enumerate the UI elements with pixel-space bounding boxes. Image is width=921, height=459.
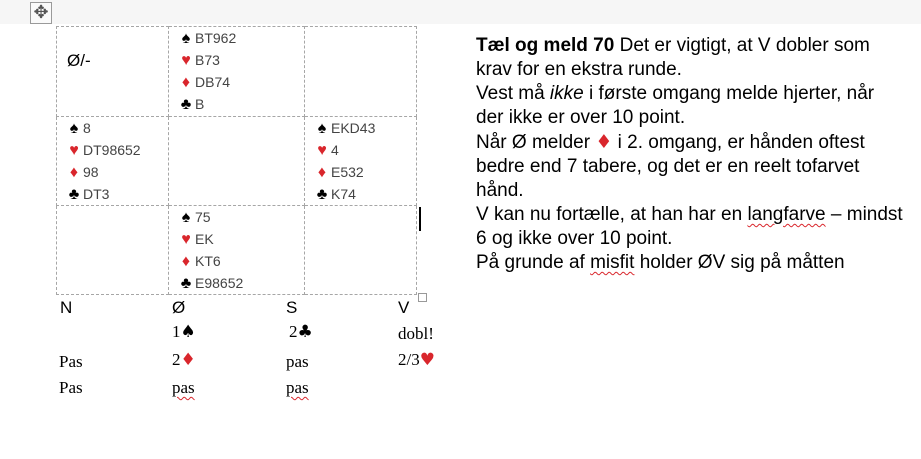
north-spades: BT962 xyxy=(195,30,237,46)
south-clubs: E98652 xyxy=(195,275,244,291)
club-icon: ♣ xyxy=(297,322,313,342)
spellcheck-word: misfit xyxy=(590,252,635,273)
article-paragraph: På grunde af misfit holder ØV sig på måtten xyxy=(476,252,845,273)
east-diamonds: E532 xyxy=(331,164,364,180)
article-title: Tæl og meld 70 xyxy=(476,35,615,56)
east-clubs: K74 xyxy=(331,186,356,202)
empty-cell xyxy=(305,27,417,117)
heart-icon: ♥ xyxy=(181,231,191,248)
bid-cell: 2♦ xyxy=(172,350,196,370)
bid-cell: 2♣ xyxy=(289,322,313,342)
heart-icon: ♥ xyxy=(181,52,191,69)
bid-cell: 1♠ xyxy=(172,322,196,342)
club-icon: ♣ xyxy=(180,96,192,113)
north-diamonds: DB74 xyxy=(195,74,231,90)
north-hand xyxy=(169,27,304,115)
diamond-icon: ♦ xyxy=(317,164,327,181)
heart-icon: ♥ xyxy=(69,142,79,159)
spade-icon: ♠ xyxy=(69,120,79,137)
bid-header-south: S xyxy=(286,298,298,317)
bid-cell: pas xyxy=(286,378,309,397)
west-spades: 8 xyxy=(83,120,91,136)
south-hand xyxy=(169,206,304,294)
diamond-icon: ♦ xyxy=(181,74,191,91)
bid-cell: pas xyxy=(172,378,195,397)
diamond-icon: ♦ xyxy=(595,131,613,153)
east-hearts: 4 xyxy=(331,142,339,158)
bid-cell: pas xyxy=(286,352,309,371)
club-icon: ♣ xyxy=(68,186,80,203)
article-paragraph: Når Ø melder ♦ i 2. omgang, er hånden oftest bedre end 7 tabere, og det er en reelt tofarvet hånd. xyxy=(476,131,865,201)
club-icon: ♣ xyxy=(316,186,328,203)
south-hand-cell xyxy=(169,206,305,295)
spade-icon: ♠ xyxy=(180,322,196,342)
north-hearts: B73 xyxy=(195,52,220,68)
article-paragraph: V kan nu fortælle, at han har en langfarve – mindst 6 og ikke over 10 point. xyxy=(476,204,903,249)
diamond-icon: ♦ xyxy=(181,253,191,270)
diamond-icon: ♦ xyxy=(180,350,196,370)
empty-cell xyxy=(57,206,169,295)
east-hand-cell xyxy=(305,117,417,206)
north-hand-cell xyxy=(169,27,305,117)
west-diamonds: 98 xyxy=(83,164,99,180)
bid-header-north: N xyxy=(60,298,73,317)
bid-cell: dobl! xyxy=(398,324,434,343)
bridge-diagram xyxy=(56,26,417,295)
bid-cell: Pas xyxy=(59,352,83,371)
resize-handle-icon[interactable] xyxy=(418,293,427,302)
heart-icon: ♥ xyxy=(317,142,327,159)
south-spades: 75 xyxy=(195,209,211,225)
center-cell xyxy=(169,117,305,206)
spellcheck-word: langfarve xyxy=(747,204,826,225)
text-cursor xyxy=(419,207,421,231)
south-diamonds: KT6 xyxy=(195,253,221,269)
empty-cell xyxy=(305,206,417,295)
article-text[interactable] xyxy=(476,34,906,275)
west-hand xyxy=(57,117,168,205)
contract-cell xyxy=(57,27,169,117)
south-hearts: EK xyxy=(195,231,214,247)
club-icon: ♣ xyxy=(180,275,192,292)
move-handle-icon[interactable]: ✥ xyxy=(30,2,52,24)
article-paragraph: Tæl og meld 70 Det er vigtigt, at V dobler som krav for en ekstra runde. xyxy=(476,35,870,80)
spade-icon: ♠ xyxy=(317,120,327,137)
spade-icon: ♠ xyxy=(181,209,191,226)
toolbar-strip xyxy=(0,0,921,24)
west-hearts: DT98652 xyxy=(83,142,141,158)
heart-icon: ♥ xyxy=(419,350,435,370)
bid-header-east: Ø xyxy=(172,298,186,317)
bid-cell: Pas xyxy=(59,378,83,397)
bid-cell: 2/3♥ xyxy=(398,350,435,370)
bid-header-west: V xyxy=(398,298,410,317)
diamond-icon: ♦ xyxy=(69,164,79,181)
contract-label: Ø/- xyxy=(67,51,91,70)
east-spades: EKD43 xyxy=(331,120,376,136)
spade-icon: ♠ xyxy=(181,30,191,47)
east-hand xyxy=(305,117,416,205)
article-paragraph: Vest må ikke i første omgang melde hjerter, når der ikke er over 10 point. xyxy=(476,83,875,128)
west-hand-cell xyxy=(57,117,169,206)
west-clubs: DT3 xyxy=(83,186,110,202)
north-clubs: B xyxy=(195,96,205,112)
